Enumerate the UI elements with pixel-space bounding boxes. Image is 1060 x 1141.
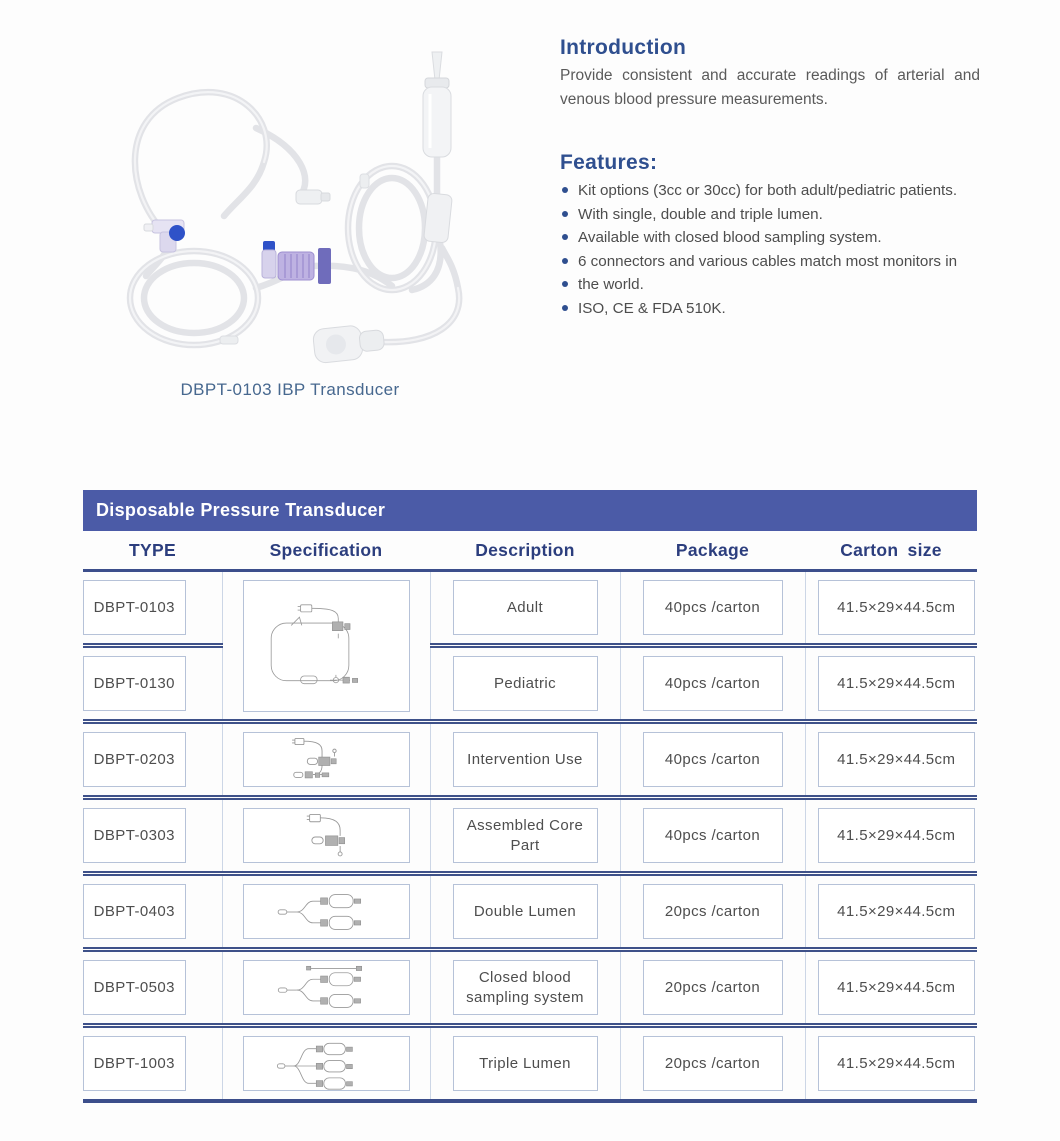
cell-type [83, 1026, 222, 1102]
cell-type [83, 798, 222, 874]
description-value: Assembled Core Part [453, 808, 598, 863]
feature-text: Available with closed blood sampling system. [578, 229, 882, 247]
bullet-icon [562, 258, 568, 264]
feature-item [560, 179, 980, 203]
table-banner: Disposable Pressure Transducer [83, 490, 977, 531]
cell-package [620, 722, 805, 798]
table-row [83, 571, 977, 646]
package-value: 40pcs /carton [643, 808, 783, 863]
cell-carton-size [805, 950, 977, 1026]
feature-item [560, 203, 980, 227]
table-row [83, 798, 977, 874]
description-value: Pediatric [453, 656, 598, 711]
cell-carton-size [805, 571, 977, 646]
intro-section [560, 36, 980, 111]
feature-list [560, 179, 980, 320]
cell-package [620, 1026, 805, 1102]
package-value: 40pcs /carton [643, 732, 783, 787]
feature-text: 6 connectors and various cables match most monitors in [578, 252, 958, 270]
carton-size-value: 41.5×29×44.5cm [818, 656, 976, 711]
cell-spec [222, 874, 430, 950]
type-value: DBPT-0503 [83, 960, 186, 1015]
type-value: DBPT-0103 [83, 580, 186, 635]
product-photo-image [60, 36, 540, 380]
cell-type [83, 646, 222, 722]
feature-item [560, 297, 980, 321]
description-value: Adult [453, 580, 598, 635]
features-title: Features: [560, 151, 658, 175]
feature-item [560, 226, 980, 250]
tube-clip [220, 336, 238, 344]
cell-carton-size [805, 1026, 977, 1102]
spec-drawing-dbpt-0503 [250, 963, 403, 1015]
cell-description [430, 1026, 620, 1102]
table-row [83, 950, 977, 1026]
spec-drawing-dbpt-0303 [251, 811, 401, 863]
text-column [560, 36, 980, 320]
intro-body: Provide consistent and accurate readings of arterial and venous blood pressure measurements. [560, 67, 980, 108]
spec-drawing-dbpt-0103-0130 [250, 584, 403, 708]
type-value: DBPT-1003 [83, 1036, 186, 1091]
features-section [560, 151, 980, 320]
cell-carton-size [805, 646, 977, 722]
package-value: 40pcs /carton [643, 656, 783, 711]
cell-spec [222, 571, 430, 722]
cell-carton-size [805, 798, 977, 874]
product-table [83, 490, 977, 1103]
cell-spec [222, 722, 430, 798]
description-value: Closed blood sampling system [453, 960, 598, 1015]
cell-type [83, 874, 222, 950]
column-header-type: TYPE [83, 531, 222, 571]
cell-spec [222, 950, 430, 1026]
cell-description [430, 798, 620, 874]
spec-table-section [83, 490, 977, 1103]
cell-package [620, 646, 805, 722]
cell-description [430, 950, 620, 1026]
column-header-description: Description [430, 531, 620, 571]
left-stopcock [144, 220, 185, 252]
product-photo [60, 36, 540, 380]
tube-clip [360, 174, 369, 188]
bullet-icon [562, 281, 568, 287]
bullet-icon [562, 234, 568, 240]
package-value: 20pcs /carton [643, 1036, 783, 1091]
column-header-package: Package [620, 531, 805, 571]
feature-text: ISO, CE & FDA 510K. [578, 299, 726, 317]
package-value: 20pcs /carton [643, 960, 783, 1015]
spec-drawing-dbpt-1003 [250, 1039, 403, 1093]
column-header-specification: Specification [222, 531, 430, 571]
cell-package [620, 874, 805, 950]
table-row [83, 874, 977, 950]
luer-connector [296, 190, 330, 204]
carton-size-value: 41.5×29×44.5cm [818, 580, 976, 635]
type-value: DBPT-0203 [83, 732, 186, 787]
carton-size-value: 41.5×29×44.5cm [818, 1036, 976, 1091]
product-caption: DBPT-0103 IBP Transducer [180, 380, 400, 399]
cell-description [430, 722, 620, 798]
cell-description [430, 571, 620, 646]
table-row [83, 1026, 977, 1102]
feature-item [560, 273, 980, 297]
table-row [83, 722, 977, 798]
cable-connector [312, 323, 385, 364]
cell-package [620, 950, 805, 1026]
type-value: DBPT-0130 [83, 656, 186, 711]
cell-type [83, 722, 222, 798]
bullet-icon [562, 211, 568, 217]
type-value: DBPT-0403 [83, 884, 186, 939]
transducer-assembly [262, 241, 331, 284]
carton-size-value: 41.5×29×44.5cm [818, 808, 976, 863]
feature-text: Kit options (3cc or 30cc) for both adult/pediatric patients. [578, 182, 958, 200]
cell-description [430, 874, 620, 950]
feature-text: the world. [578, 276, 644, 294]
description-value: Triple Lumen [453, 1036, 598, 1091]
cell-type [83, 571, 222, 646]
cell-package [620, 571, 805, 646]
carton-size-value: 41.5×29×44.5cm [818, 732, 976, 787]
description-value: Intervention Use [453, 732, 598, 787]
cell-carton-size [805, 874, 977, 950]
cell-spec [222, 798, 430, 874]
cell-package [620, 798, 805, 874]
bullet-icon [562, 187, 568, 193]
cell-description [430, 646, 620, 722]
feature-item [560, 250, 980, 274]
package-value: 40pcs /carton [643, 580, 783, 635]
feature-text: With single, double and triple lumen. [578, 205, 823, 223]
package-value: 20pcs /carton [643, 884, 783, 939]
column-header-carton-size: Carton size [805, 531, 977, 571]
drip-chamber [423, 52, 451, 157]
spec-drawing-dbpt-0203 [251, 735, 401, 787]
flush-device [424, 193, 453, 243]
type-value: DBPT-0303 [83, 808, 186, 863]
carton-size-value: 41.5×29×44.5cm [818, 960, 976, 1015]
cell-spec [222, 1026, 430, 1102]
description-value: Double Lumen [453, 884, 598, 939]
cell-carton-size [805, 722, 977, 798]
cell-type [83, 950, 222, 1026]
intro-title: Introduction [560, 36, 687, 59]
bullet-icon [562, 305, 568, 311]
spec-drawing-dbpt-0403 [250, 887, 403, 937]
carton-size-value: 41.5×29×44.5cm [818, 884, 976, 939]
table-row [83, 646, 977, 722]
